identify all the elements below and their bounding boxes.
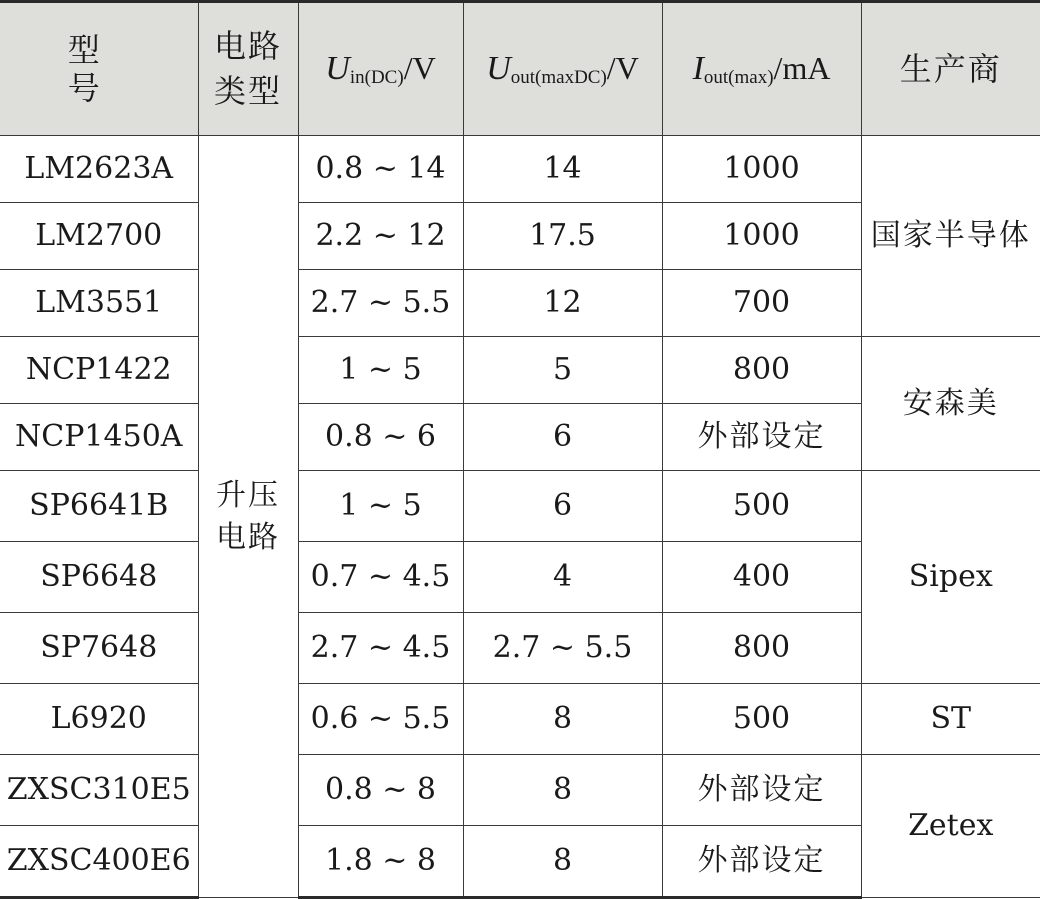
- cell-model: ZXSC310E5: [0, 755, 198, 826]
- cell-vin: 0.8 ~ 6: [298, 404, 463, 471]
- cell-vout: 12: [463, 270, 662, 337]
- cell-maker: 国家半导体: [861, 136, 1040, 337]
- cell-vin: 0.7 ~ 4.5: [298, 542, 463, 613]
- table-row: [0, 136, 1040, 203]
- cell-model: NCP1450A: [0, 404, 198, 471]
- cell-vin: 0.8 ~ 14: [298, 136, 463, 203]
- cell-model: ZXSC400E6: [0, 826, 198, 898]
- cell-model: SP7648: [0, 613, 198, 684]
- cell-iout: 700: [662, 270, 861, 337]
- cell-model: LM2623A: [0, 136, 198, 203]
- cell-maker: Sipex: [861, 471, 1040, 684]
- header-maker: 生产商: [861, 2, 1040, 136]
- cell-vout: 8: [463, 826, 662, 898]
- cell-model: NCP1422: [0, 337, 198, 404]
- cell-model: SP6641B: [0, 471, 198, 542]
- cell-model: LM2700: [0, 203, 198, 270]
- header-vin: $U_{in(DC)}/V$: [298, 2, 463, 136]
- cell-model: LM3551: [0, 270, 198, 337]
- cell-iout: 800: [662, 613, 861, 684]
- cell-vout: 8: [463, 684, 662, 755]
- cell-model: L6920: [0, 684, 198, 755]
- cell-vout: 8: [463, 755, 662, 826]
- cell-vin: 0.6 ~ 5.5: [298, 684, 463, 755]
- cell-vin: 1 ~ 5: [298, 471, 463, 542]
- cell-maker: Zetex: [861, 755, 1040, 898]
- cell-vout: 4: [463, 542, 662, 613]
- table-row: [0, 337, 1040, 404]
- cell-vin: 1 ~ 5: [298, 337, 463, 404]
- cell-maker: ST: [861, 684, 1040, 755]
- cell-circuit-type: 升压电路: [198, 136, 298, 898]
- header-row: [0, 2, 1040, 136]
- cell-iout: 800: [662, 337, 861, 404]
- header-iout: $I_{out(max)}/mA$: [662, 2, 861, 136]
- cell-iout: 1000: [662, 136, 861, 203]
- header-circuit-type: 电路类型: [198, 2, 298, 136]
- header-model: 型号: [0, 2, 198, 136]
- cell-vout: 5: [463, 337, 662, 404]
- cell-vin: 1.8 ~ 8: [298, 826, 463, 898]
- cell-maker: 安森美: [861, 337, 1040, 471]
- table-row: [0, 755, 1040, 826]
- cell-vin: 0.8 ~ 8: [298, 755, 463, 826]
- cell-vout: 6: [463, 404, 662, 471]
- cell-iout: 500: [662, 684, 861, 755]
- header-vout: $U_{out(maxDC)}/V$: [463, 2, 662, 136]
- cell-model: SP6648: [0, 542, 198, 613]
- cell-iout: 400: [662, 542, 861, 613]
- cell-vin: 2.7 ~ 5.5: [298, 270, 463, 337]
- table-row: [0, 471, 1040, 542]
- cell-vout: 17.5: [463, 203, 662, 270]
- cell-iout: 外部设定: [662, 755, 861, 826]
- cell-iout: 外部设定: [662, 404, 861, 471]
- cell-iout: 外部设定: [662, 826, 861, 898]
- cell-iout: 500: [662, 471, 861, 542]
- cell-vout: 2.7 ~ 5.5: [463, 613, 662, 684]
- cell-iout: 1000: [662, 203, 861, 270]
- table-row: [0, 684, 1040, 755]
- cell-vin: 2.7 ~ 4.5: [298, 613, 463, 684]
- cell-vout: 6: [463, 471, 662, 542]
- cell-vin: 2.2 ~ 12: [298, 203, 463, 270]
- cell-vout: 14: [463, 136, 662, 203]
